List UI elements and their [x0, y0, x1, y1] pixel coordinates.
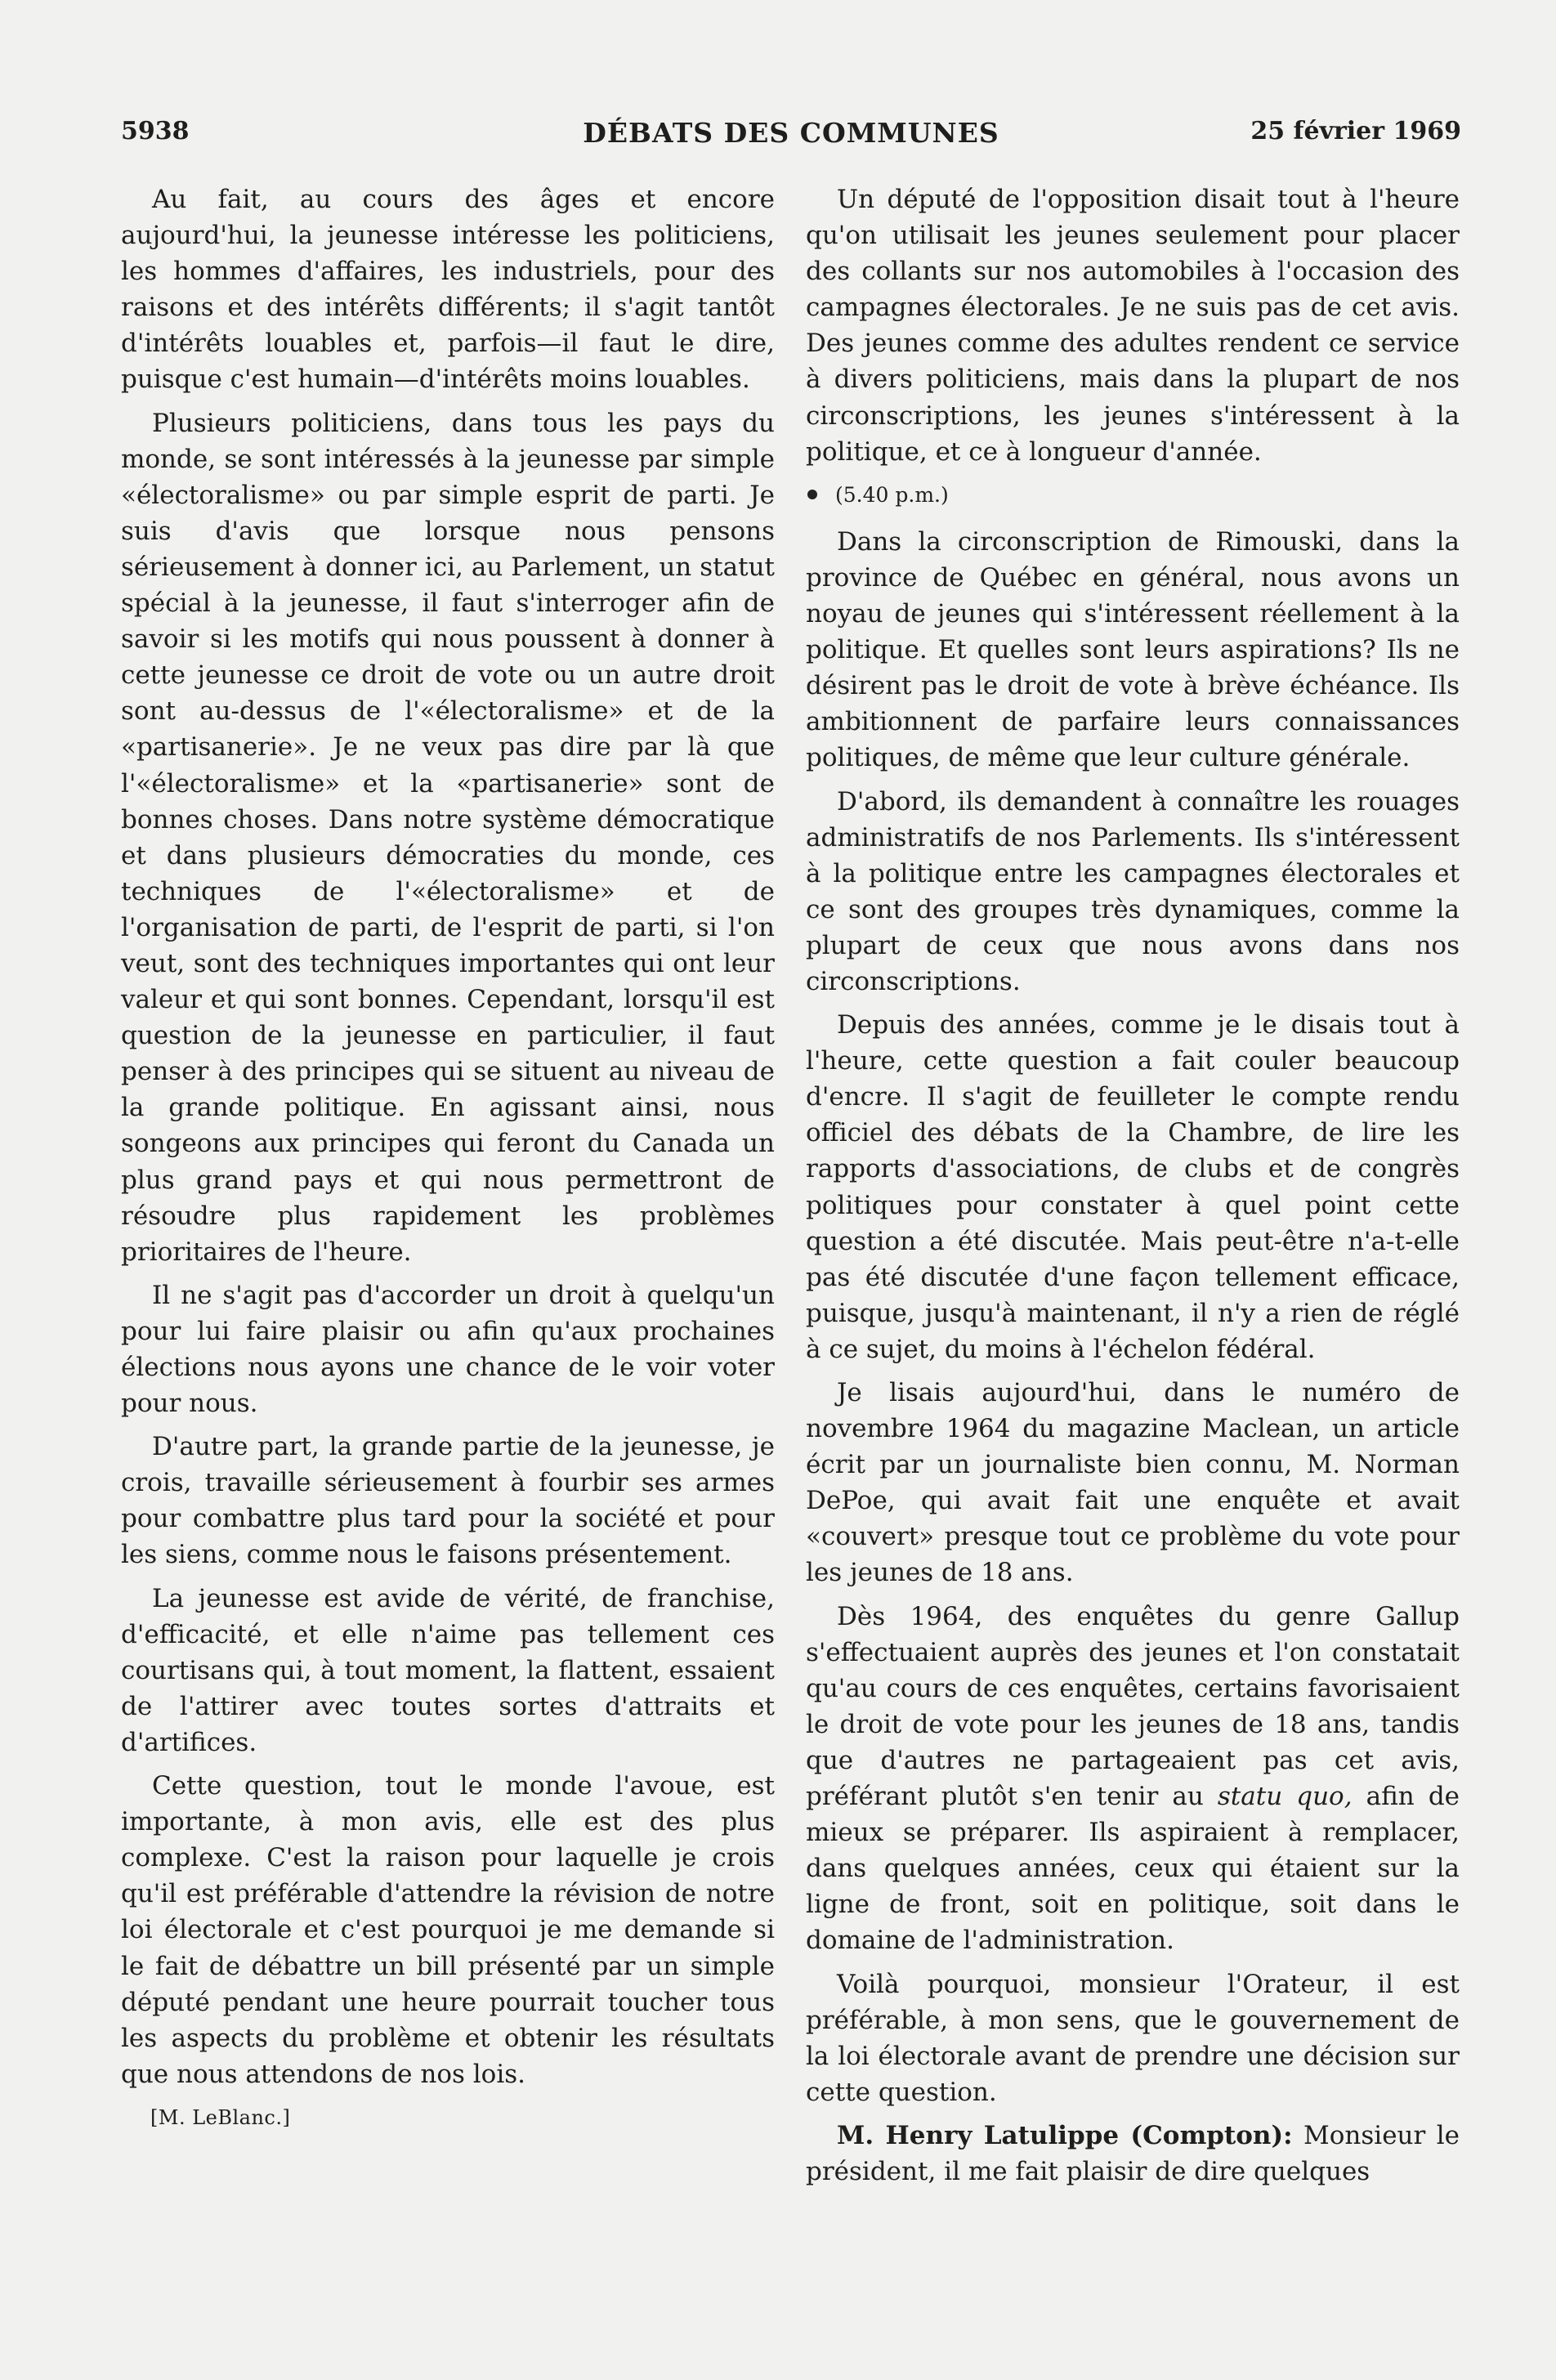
paragraph-text: Monsieur le président, il me fait plaisir de dire quelques [806, 2120, 1460, 2186]
speaker-name: M. Henry Latulippe (Compton): [837, 2120, 1293, 2150]
left-column [121, 181, 775, 2136]
page-header [121, 117, 1461, 158]
paragraph: D'abord, ils demandent à connaître les rouages administratifs de nos Parlements. Ils s'intéressent à la politique entre les campagnes électorales et ce sont des groupes très dynamiques, comme la plupart de ceux que nous avons dans nos circonscriptions. [806, 786, 1460, 996]
paragraph: Voilà pourquoi, monsieur l'Orateur, il est préférable, à mon sens, que le gouvernement de la loi électorale avant de prendre une décision sur cette question. [806, 1969, 1460, 2107]
paragraph: Au fait, au cours des âges et encore aujourd'hui, la jeunesse intéresse les politiciens, les hommes d'affaires, les industriels, pour des raisons et des intérêts différents; il s'agit tantôt d'intérêts louables et, parfois—il faut le dire, puisque c'est humain—d'intérêts moins louables. [121, 185, 775, 395]
paragraph: Un député de l'opposition disait tout à l'heure qu'on utilisait les jeunes seulement pour placer des collants sur nos automobiles à l'occasion des campagnes électorales. Je ne suis pas de cet avis. Des jeunes comme des adultes rendent ce service à divers politiciens, mais dans la plupart de nos circonscriptions, les jeunes s'intéressent à la politique, et ce à longueur d'année. [806, 185, 1460, 467]
paragraph: D'autre part, la grande partie de la jeunesse, je crois, travaille sérieusement à fourbir ses armes pour combattre plus tard pour la société et pour les siens, comme nous le faisons présentement. [121, 1432, 775, 1570]
paragraph-text: afin de mieux se préparer. Ils aspiraient à remplacer, dans quelques années, ceux qui étaient sur la ligne de front, soit en politique, soit dans le domaine de l'administration. [806, 1782, 1460, 1956]
paragraph: Je lisais aujourd'hui, dans le numéro de novembre 1964 du magazine Maclean, un article écrit par un journaliste bien connu, M. Norman DePoe, qui avait fait une enquête et avait «couvert» presque tout ce problème du vote pour les jeunes de 18 ans. [806, 1378, 1460, 1588]
paragraph: Cette question, tout le monde l'avoue, est importante, à mon avis, elle est des plus complexe. C'est la raison pour laquelle je crois qu'il est préférable d'attendre la révision de notre loi électorale et c'est pourquoi je me demande si le fait de débattre un bill présenté par un simple député pendant une heure pourrait toucher tous les aspects du problème et obtenir les résultats que nous attendons de nos lois. [121, 1771, 775, 2089]
timestamp-text: (5.40 p.m.) [835, 482, 949, 507]
paragraph: Plusieurs politiciens, dans tous les pays du monde, se sont intéressés à la jeunesse par simple «électoralisme» ou par simple esprit de parti. Je suis d'avis que lorsque nous pensons sérieusement à donner ici, au Parlement, un statut spécial à la jeunesse, il faut s'interroger afin de savoir si les motifs qui nous poussent à donner à cette jeunesse ce droit de vote ou un autre droit sont au-dessus de l'«électoralisme» et de la «partisanerie». Je ne veux pas dire par là que l'«électoralisme» et la «partisanerie» sont de bonnes choses. Dans notre système démocratique et dans plusieurs démocraties du monde, ces techniques de l'«électoralisme» et de l'organisation de parti, de l'esprit de parti, si l'on veut, sont des techniques importantes qui ont leur valeur et qui sont bonnes. Cependant, lorsqu'il est question de la jeunesse en particulier, il faut penser à des principes qui se situent au niveau de la grande politique. En agissant ainsi, nous songeons aux principes qui feront du Canada un plus grand pays et qui nous permettront de résoudre plus rapidement les problèmes prioritaires de l'heure. [121, 408, 775, 1267]
timestamp [806, 477, 1460, 513]
paragraph: Depuis des années, comme je le disais tout à l'heure, cette question a fait couler beaucoup d'encre. Il s'agit de feuilleter le compte rendu officiel des débats de la Chambre, de lire les rapports d'associations, de clubs et de congrès politiques pour constater à quel point cette question a été discutée. Mais peut-être n'a-t-elle pas été discutée d'une façon tellement efficace, puisque, jusqu'à maintenant, il n'y a rien de réglé à ce sujet, du moins à l'échelon fédéral. [806, 1010, 1460, 1364]
paragraph: Il ne s'agit pas d'accorder un droit à quelqu'un pour lui faire plaisir ou afin qu'aux prochaines élections nous ayons une chance de le voir voter pour nous. [121, 1280, 775, 1419]
speaker-paragraph [806, 2118, 1460, 2190]
right-column [806, 181, 1460, 2197]
issue-date: 25 février 1969 [1250, 117, 1461, 145]
paragraph-text: Dès 1964, des enquêtes du genre Gallup s'effectuaient auprès des jeunes et l'on constatait qu'au cours de ces enquêtes, certains favorisaient le droit de vote pour les jeunes de 18 ans, tandis que d'autres ne partageaient pas cet avis, préférant plutôt s'en tenir au [806, 1601, 1460, 1812]
page-number: 5938 [121, 117, 190, 145]
speaker-signoff: [M. LeBlanc.] [150, 2105, 291, 2129]
paragraph: Dans la circonscription de Rimouski, dans la province de Québec en général, nous avons un noyau de jeunes qui s'intéressent réellement à la politique. Et quelles sont leurs aspirations? Ils ne désirent pas le droit de vote à brève échéance. Ils ambitionnent de parfaire leurs connaissances politiques, de même que leur culture générale. [806, 526, 1460, 773]
publication-title: DÉBATS DES COMMUNES [583, 117, 999, 149]
italic-phrase: statu quo, [1217, 1782, 1353, 1812]
paragraph: La jeunesse est avide de vérité, de franchise, d'efficacité, et elle n'aime pas tellement ces courtisans qui, à tout moment, la flattent, essaient de l'attirer avec toutes sortes d'attraits et d'artifices. [121, 1583, 775, 1757]
paragraph [806, 1599, 1460, 1959]
bullet-icon [807, 490, 817, 499]
